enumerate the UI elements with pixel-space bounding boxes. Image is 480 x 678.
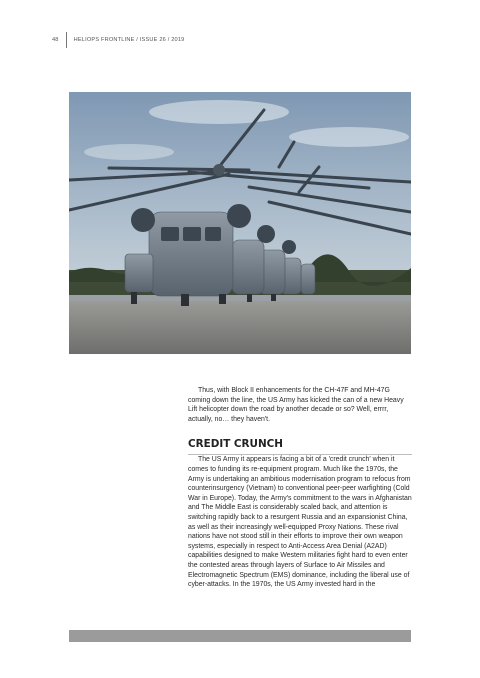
page-number: 48 (52, 37, 59, 43)
article-body (188, 386, 412, 590)
section-paragraph: The US Army it appears is facing a bit of a 'credit crunch' when it comes to funding its re-equipment program. Much like the 1970s, the Army is undertaking an ambitious modernisation program to refocus from counterinsurgency (Vietnam) to conventional peer-peer warfighting (Cold War in Europe). Today, the Army's commitment to the wars in Afghanistan and The Middle East is considerably scaled back, and attention is switching rapidly back to a resurgent Russia and an expansionist China, as well as their increasingly well-equipped Proxy Nations. These rival nations have not stood still in their efforts to improve their own weapon systems, especially in respect to Anti-Access Area Denial (A2AD) capabilities designed to make Western militaries fight hard to even enter the contested areas through layers of Surface to Air Missiles and Electromagnetic Spectrum (EMS) dominance, including the liberal use of cyber-attacks. In the 1970s, the US Army invested hard in the (188, 456, 412, 589)
helicopter-lineup-image (69, 92, 411, 354)
footer-bar (69, 630, 411, 642)
section-heading: CREDIT CRUNCH (188, 438, 412, 455)
running-header (52, 32, 184, 48)
intro-paragraph: Thus, with Block II enhancements for the CH-47F and MH-47G coming down the line, the US Army has kicked the can of a new Heavy Lift helicopter down the road by another decade or so? Well, errrr, actually, no… they haven't. (188, 387, 404, 423)
running-title: HELIOPS FRONTLINE / ISSUE 26 / 2019 (73, 37, 185, 43)
header-divider (66, 32, 67, 48)
helicopter-photo (69, 92, 411, 354)
